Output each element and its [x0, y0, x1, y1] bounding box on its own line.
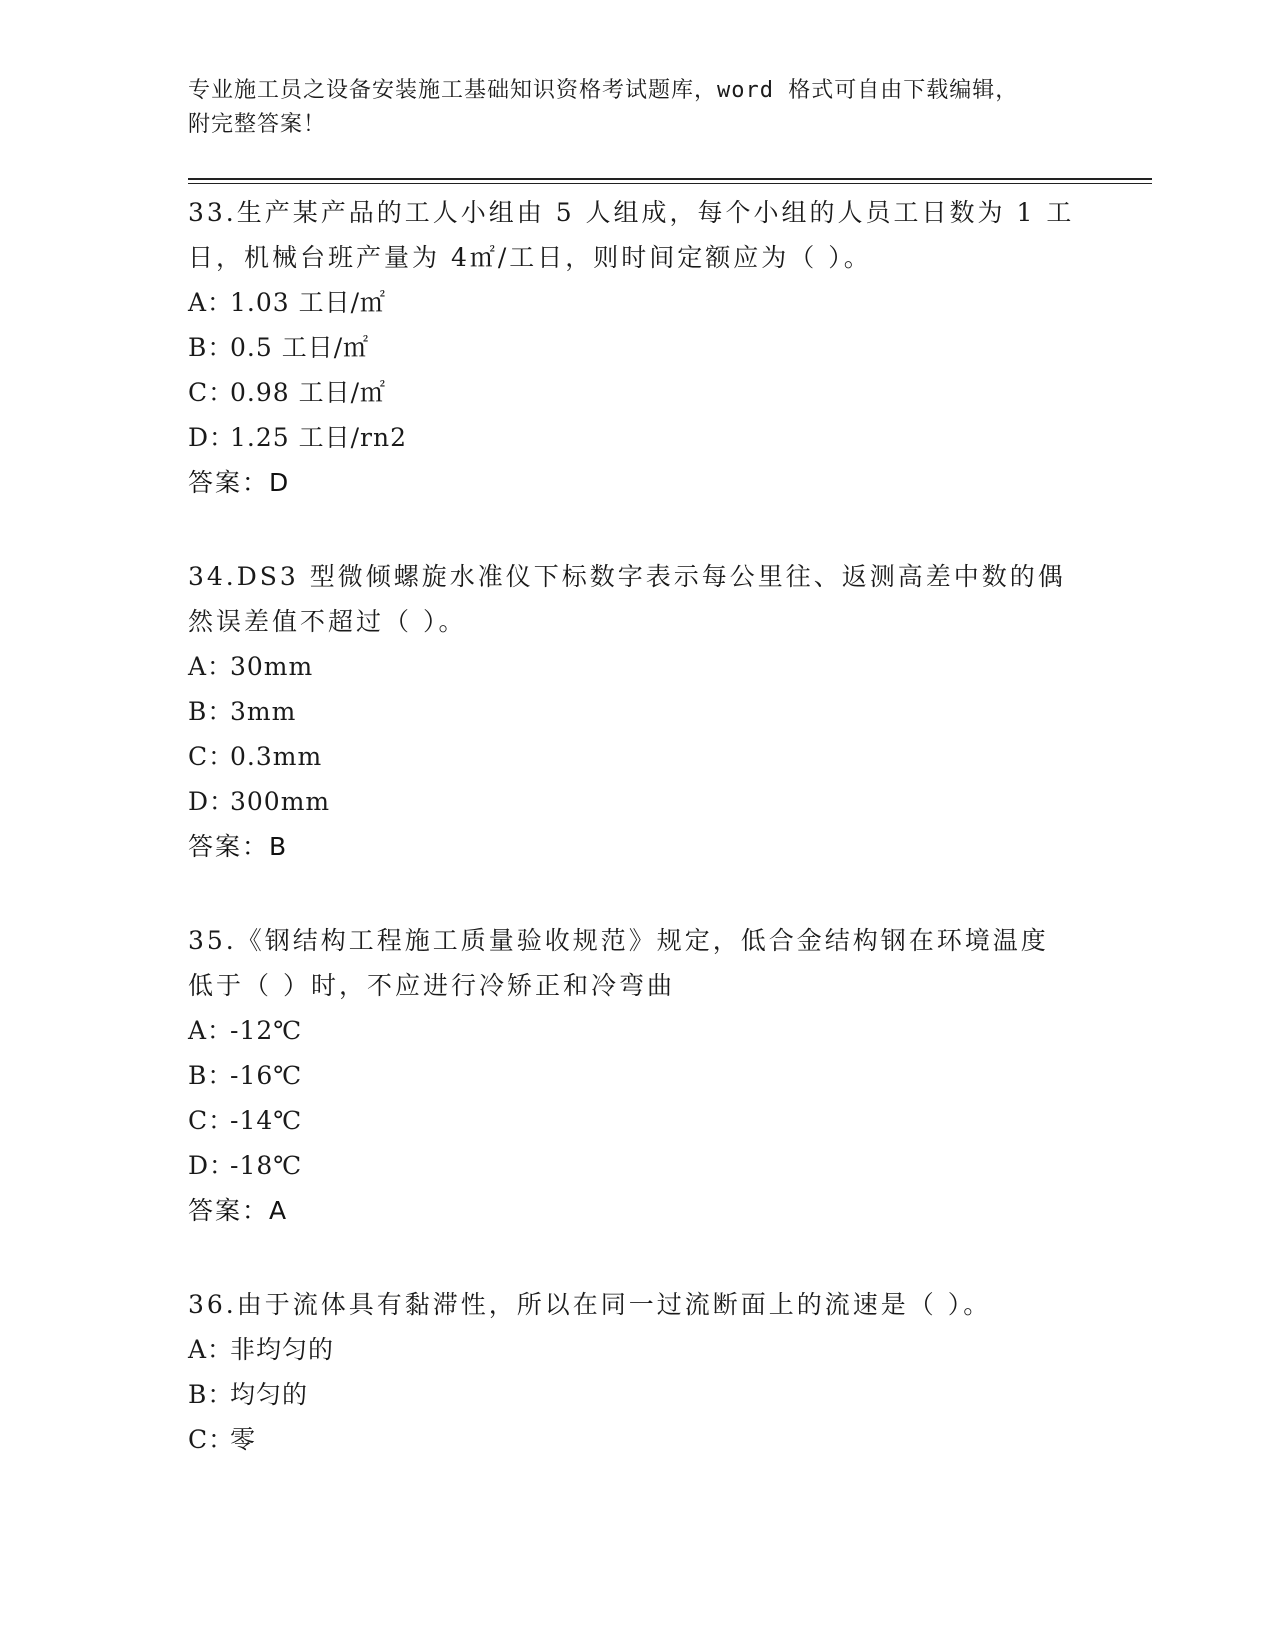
header-divider-thin	[188, 183, 1152, 184]
option-a	[188, 644, 1088, 689]
question-34	[188, 554, 1088, 869]
option-b	[188, 325, 1088, 370]
option-d	[188, 415, 1088, 460]
option-letter: D：	[188, 423, 236, 452]
option-letter: B：	[188, 1061, 234, 1090]
option-a	[188, 280, 1088, 325]
option-text: 0.5 工日/㎡	[230, 333, 370, 362]
option-letter: A：	[188, 1335, 234, 1364]
option-text: 300mm	[230, 787, 331, 816]
option-letter: B：	[188, 1380, 234, 1409]
question-text-line: 35.《钢结构工程施工质量验收规范》规定，低合金结构钢在环境温度	[188, 926, 1049, 955]
option-a	[188, 1327, 1088, 1372]
option-letter: A：	[188, 652, 234, 681]
answer-line: 答案：B	[188, 832, 289, 861]
option-c	[188, 734, 1088, 779]
option-letter: D：	[188, 787, 236, 816]
question-text-line: 日，机械台班产量为 4㎡/工日，则时间定额应为（ ）。	[188, 243, 872, 272]
option-d	[188, 1143, 1088, 1188]
option-b	[188, 689, 1088, 734]
option-text: 0.98 工日/㎡	[230, 378, 387, 407]
option-letter: C：	[188, 1425, 235, 1454]
option-text: 1.03 工日/㎡	[230, 288, 387, 317]
answer-line: 答案：D	[188, 468, 291, 497]
option-c	[188, 1098, 1088, 1143]
option-text: 零	[230, 1425, 257, 1454]
question-36	[188, 1282, 1088, 1462]
option-letter: A：	[188, 1016, 234, 1045]
option-letter: C：	[188, 742, 235, 771]
option-b	[188, 1053, 1088, 1098]
question-text-line: 34.DS3 型微倾螺旋水准仪下标数字表示每公里往、返测高差中数的偶	[188, 562, 1066, 591]
header-line-1: 专业施工员之设备安装施工基础知识资格考试题库，word 格式可自由下载编辑，	[188, 78, 1019, 103]
option-text: 30mm	[230, 652, 314, 681]
option-letter: D：	[188, 1151, 236, 1180]
header-line-2: 附完整答案！	[188, 112, 327, 137]
option-text: -14℃	[230, 1106, 303, 1135]
answer-line: 答案：A	[188, 1196, 289, 1225]
question-text-line: 低于（ ）时，不应进行冷矫正和冷弯曲	[188, 971, 675, 1000]
option-text: 0.3mm	[230, 742, 323, 771]
option-letter: C：	[188, 1106, 235, 1135]
question-33	[188, 190, 1088, 505]
question-text-line: 36.由于流体具有黏滞性，所以在同一过流断面上的流速是（ ）。	[188, 1290, 992, 1319]
option-c	[188, 370, 1088, 415]
option-letter: B：	[188, 333, 234, 362]
option-a	[188, 1008, 1088, 1053]
option-text: 3mm	[230, 697, 297, 726]
option-text: -12℃	[230, 1016, 303, 1045]
option-c	[188, 1417, 1088, 1462]
option-letter: B：	[188, 697, 234, 726]
document-header	[188, 74, 1088, 142]
option-b	[188, 1372, 1088, 1417]
option-text: -18℃	[230, 1151, 303, 1180]
option-letter: A：	[188, 288, 234, 317]
question-35	[188, 918, 1088, 1233]
question-text-line: 然误差值不超过（ ）。	[188, 607, 467, 636]
question-text-line: 33.生产某产品的工人小组由 5 人组成，每个小组的人员工日数为 1 工	[188, 198, 1075, 227]
header-divider-thick	[188, 178, 1152, 180]
option-d	[188, 779, 1088, 824]
option-text: 非均匀的	[230, 1335, 335, 1364]
option-text: -16℃	[230, 1061, 303, 1090]
option-text: 1.25 工日/rn2	[230, 423, 407, 452]
option-text: 均匀的	[230, 1380, 309, 1409]
option-letter: C：	[188, 378, 235, 407]
